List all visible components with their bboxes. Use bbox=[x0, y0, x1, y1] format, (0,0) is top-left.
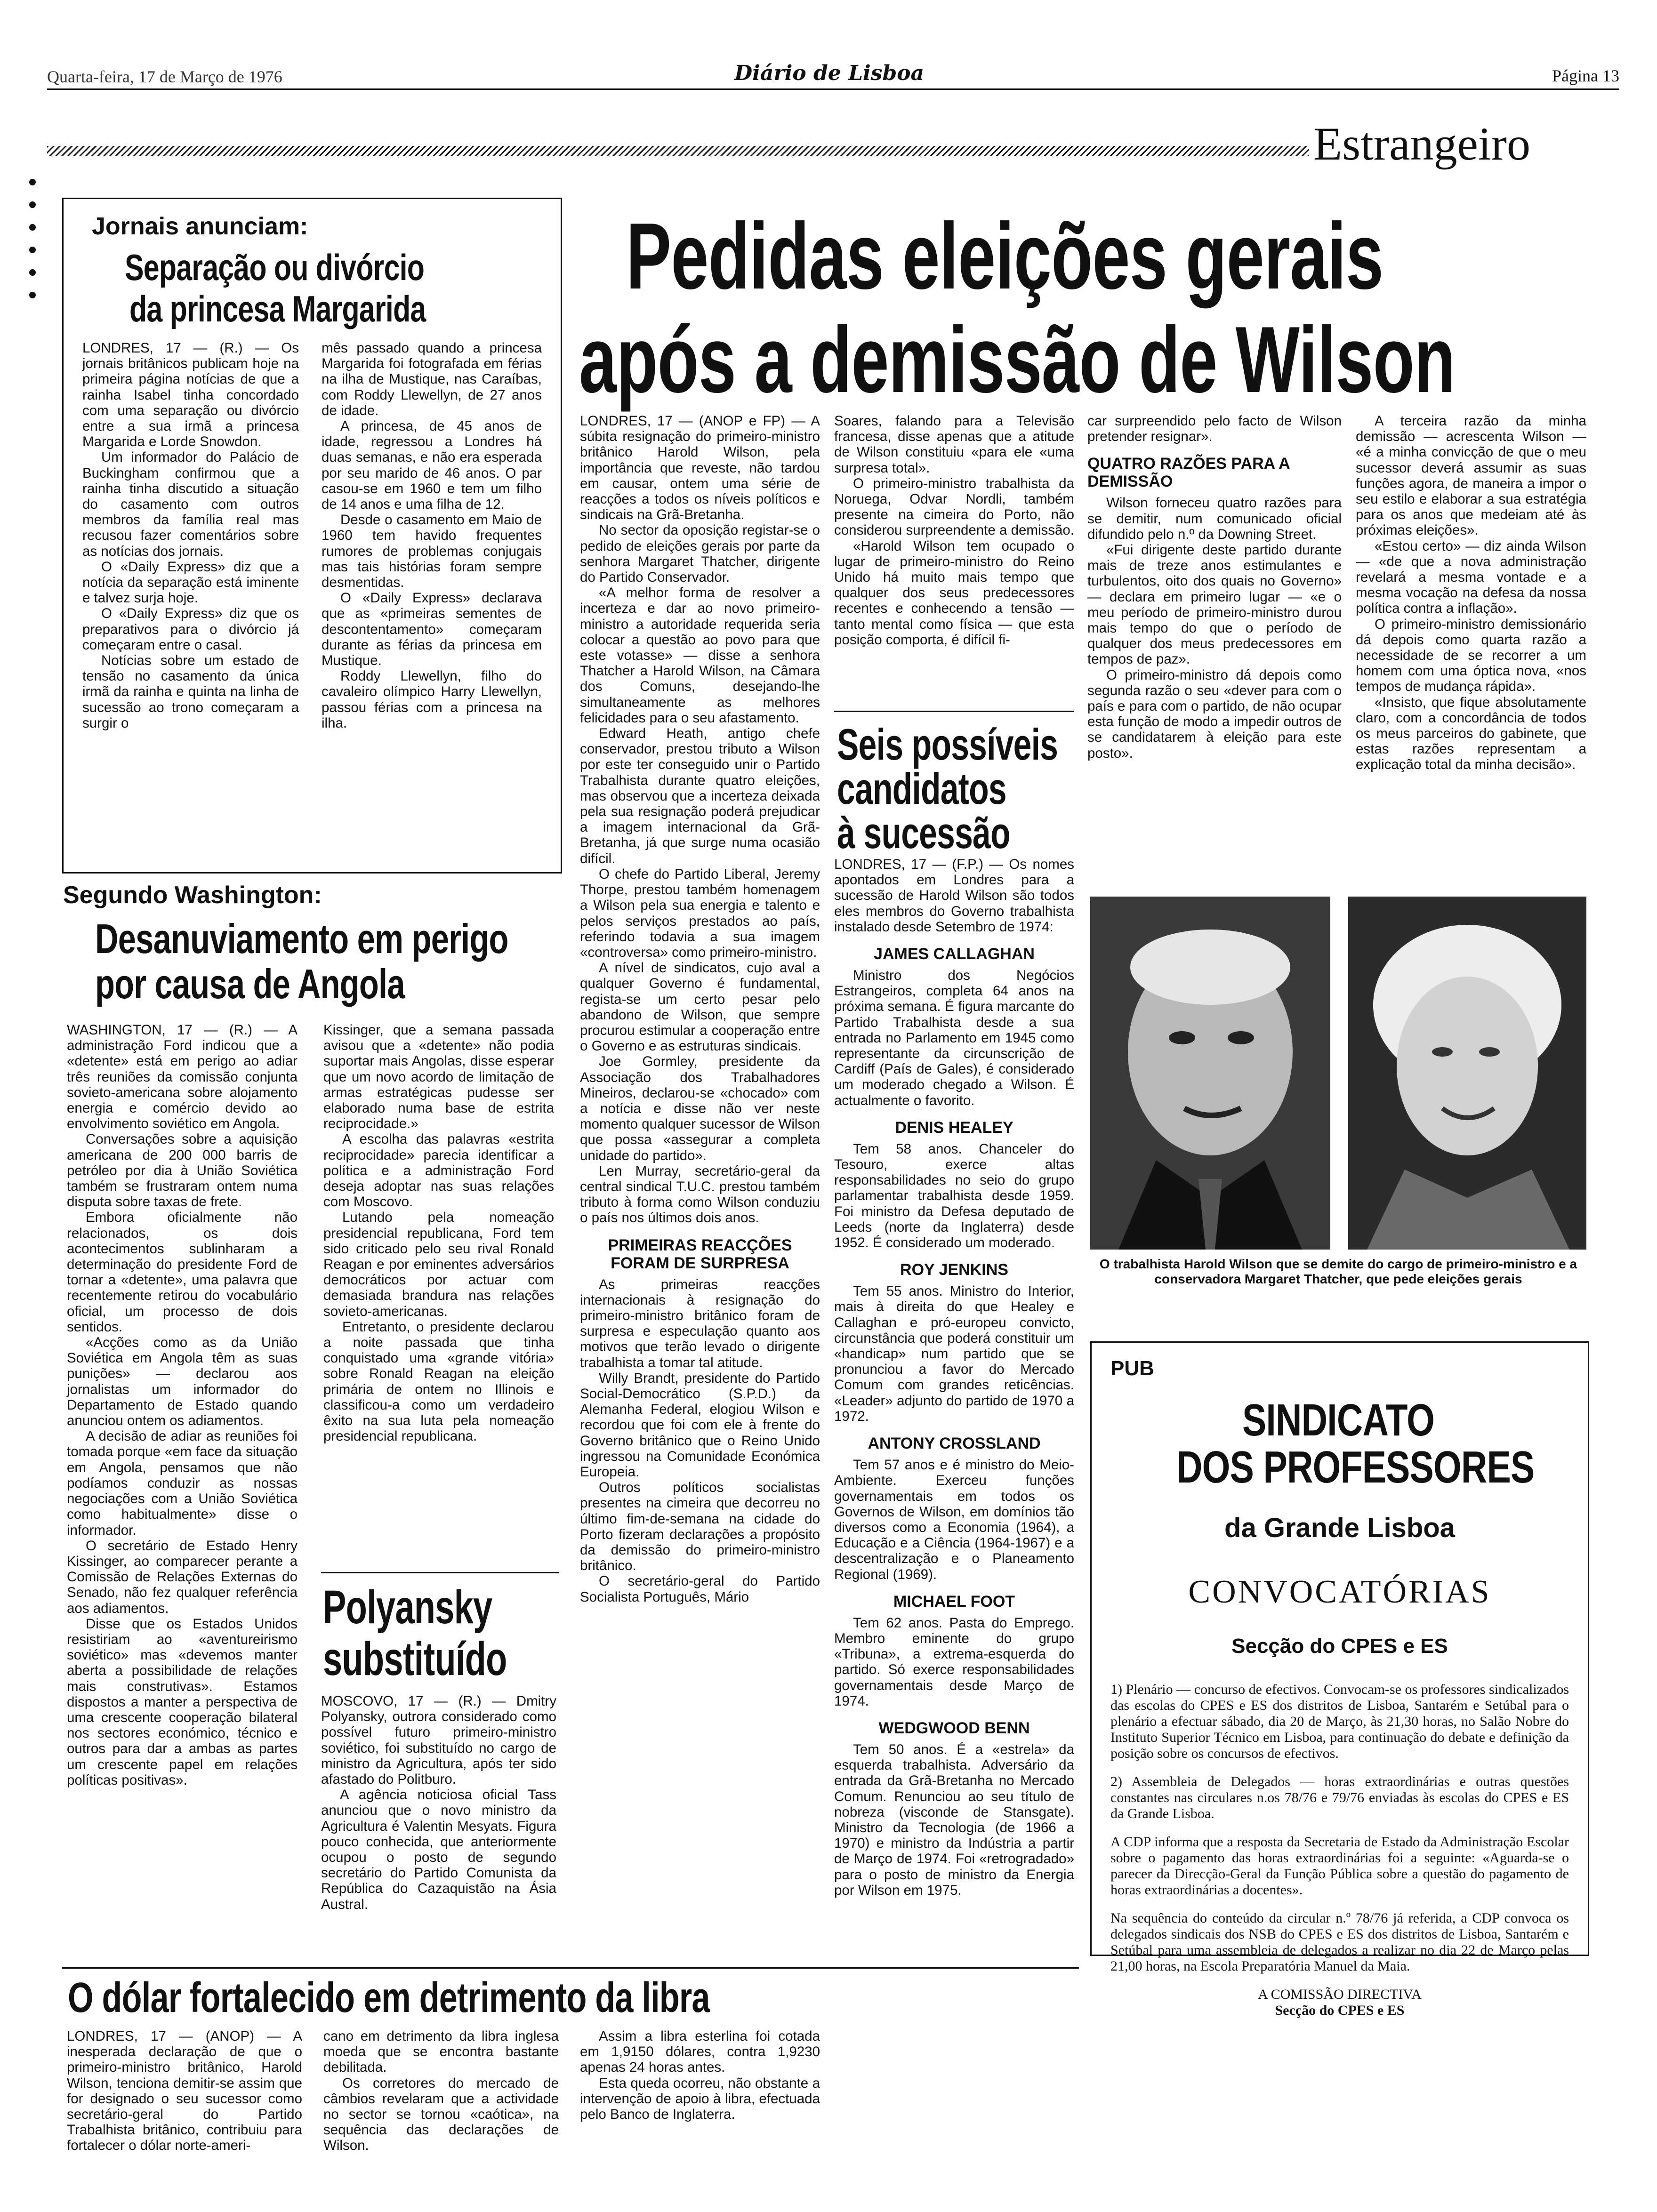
paragraph: A escolha das palavras «estrita reciprocidade» parecia identificar a política e a administração Ford deseja adoptar nas suas relações com Moscovo. bbox=[323, 1131, 554, 1210]
dollar-headline: O dólar fortalecido em detrimento da libra bbox=[68, 1974, 710, 2021]
dollar-column-3 bbox=[580, 2028, 820, 2122]
successors-intro: LONDRES, 17 — (F.P.) — Os nomes apontados em Londres para a sucessão de Harold Wilson são todos eles membros do Governo trabalhista instalado desde Setembro de 1974: bbox=[834, 857, 1074, 935]
candidate-text: Tem 50 anos. É a «estrela» da esquerda trabalhista. Adversário da entrada da Grã-Bretanha no Mercado Comum. Renunciou ao seu título de nobreza (visconde de Stansgate). Ministro da Tecnologia (de 1966 a 1970) e ministro da Indústria a partir de Março de 1974. Foi «retrogradado» para o posto de ministro da Energia por Wilson em 1975. bbox=[834, 1741, 1074, 1898]
polyansky-headline-line-2: substituído bbox=[323, 1633, 507, 1685]
ad-tag: PUB bbox=[1110, 1357, 1154, 1380]
paragraph: O primeiro-ministro demissionário dá depois como quarta razão a necessidade de se recorrer a um homem com uma óptica nova, «nos tempos de mudança rápida». bbox=[1356, 616, 1586, 695]
advertisement-box bbox=[1090, 1341, 1589, 2018]
ad-body bbox=[1110, 1682, 1569, 2019]
candidate-text: Tem 55 anos. Ministro do Interior, mais à direita do que Healey e Callaghan e pró-europeu convicto, circunstância que poderá constituir um «handicap» num partido que se pronunciou a favor do Mercado Comum com grandes reticências. «Leader» adjunto do partido de 1970 a 1972. bbox=[834, 1283, 1074, 1424]
paragraph: WASHINGTON, 17 — (R.) — A administração Ford indicou que a «detente» está em perigo ao adiar três reuniões da comissão conjunta sovieto-americana sobre alojamento energia e comércio devido ao envolvimento soviético em Angola. bbox=[67, 1022, 298, 1132]
paragraph: Soares, falando para a Televisão francesa, disse apenas que a atitude de Wilson constituiu «para ele «uma surpresa total». bbox=[834, 413, 1074, 476]
wilson-headline-line-1: Pedidas eleições gerais bbox=[626, 204, 1384, 309]
paragraph: «A melhor forma de resolver a incerteza e dar ao novo primeiro-ministro a autoridade requerida seria colocar a questão ao povo para que este votasse» — disse a senhora Thatcher a Harold Wilson, na Câmara dos Comuns, desejando-lhe simultaneamente as melhores felicidades para o seu afastamento. bbox=[580, 585, 820, 726]
margarida-kicker: Jornais anunciam: bbox=[92, 213, 308, 240]
paragraph: A decisão de adiar as reuniões foi tomada porque «em face da situação em Angola, pensamos que não podíamos conduzir as nossas negociações com a União Soviética como habitualmente» disse o informador. bbox=[67, 1428, 298, 1538]
paragraph: A princesa, de 45 anos de idade, regressou a Londres há duas semanas, e não era esperada por seu marido de 46 anos. O par casou-se em 1960 e tem um filho de 14 anos e uma filha de 12. bbox=[322, 418, 542, 513]
paragraph: A nível de sindicatos, cujo aval a qualquer Governo é fundamental, regista-se um certo pesar pelo abandono de Wilson, que sempre procurou estimular a cooperação entre o Governo e as estruturas sindicais. bbox=[580, 960, 820, 1054]
paragraph: Um informador do Palácio de Buckingham confirmou que a rainha tinha discutido a situação do casamento com outros membros da família real mas recusou fazer comentários sobre as notícias dos jornais. bbox=[82, 449, 299, 559]
paragraph: No sector da oposição registar-se o pedido de eleições gerais por parte da senhora Margaret Thatcher, dirigente do Partido Conservador. bbox=[580, 522, 820, 585]
paragraph: mês passado quando a princesa Margarida foi fotografada em férias na ilha de Mustique, nas Caraíbas, com Roddy Llewellyn, de 27 anos de idade. bbox=[322, 340, 542, 418]
dot bbox=[29, 224, 36, 231]
photo-harold-wilson bbox=[1090, 897, 1330, 1250]
paragraph: Willy Brandt, presidente do Partido Social-Democrático (S.P.D.) da Alemanha Federal, elogiou Wilson e recordou que foi com ele à frente do Governo britânico que o Reino Unido ingressou na Comunidade Económica Europeia. bbox=[580, 1370, 820, 1480]
paragraph: Len Murray, secretário-geral da central sindical T.U.C. prestou também tributo à forma como Wilson conduziu o país nos últimos dois anos. bbox=[580, 1163, 820, 1226]
candidate-name: MICHAEL FOOT bbox=[893, 1592, 1015, 1611]
wilson-headline-line-2: após a demissão de Wilson bbox=[579, 307, 1456, 412]
paragraph: LONDRES, 17 — (R.) — Os jornais britânicos publicam hoje na primeira página notícias de que a rainha Isabel tinha concordado com uma separação ou divórcio entre a sua irmã a princesa Margarida e Lorde Snowdon. bbox=[82, 340, 299, 450]
dot bbox=[29, 292, 36, 298]
candidate-name: ROY JENKINS bbox=[900, 1261, 1008, 1279]
masthead bbox=[47, 61, 1619, 94]
successors-headline-line-2: candidatos bbox=[837, 764, 1006, 813]
ad-heading: CONVOCATÓRIAS bbox=[1188, 1574, 1491, 1610]
dollar-column-1 bbox=[67, 2028, 302, 2154]
paragraph: A agência noticiosa oficial Tass anunciou que o novo ministro da Agricultura é Valentin Mesyats. Figura pouco conhecida, que anteriormente ocupou o posto de segundo secretário do Partido Comunista da República do Cazaquistão na Ásia Austral. bbox=[321, 1787, 556, 1912]
paragraph: Notícias sobre um estado de tensão no casamento da única irmã da rainha e quinta na linha de sucessão ao trono começaram a surgir o bbox=[82, 653, 299, 731]
ad-section: Secção do CPES e ES bbox=[1231, 1635, 1448, 1658]
paragraph: Kissinger, que a semana passada avisou que a «detente» não podia suportar mais Angolas, disse esperar que um novo acordo de limitação de armas estratégicas pudesse ser elaborado numa base de estrita reciprocidade.» bbox=[323, 1022, 554, 1132]
paragraph: As primeiras reacções internacionais à resignação do primeiro-ministro britânico foram de surpresa e especulação quanto aos motivos que terão levado o dirigente trabalhista a tomar tal atitude. bbox=[580, 1276, 820, 1370]
ad-title-line-1: SINDICATO bbox=[1242, 1395, 1435, 1445]
margarida-column-1 bbox=[82, 340, 299, 731]
paragraph: LONDRES, 17 — (ANOP) — A inesperada declaração de que o primeiro-ministro britânico, Harold Wilson, tenciona demitir-se assim que for designado o seu sucessor como secretário-geral do Partido Trabalhista britânico, contribuiu para fortalecer o dólar norte-ameri- bbox=[67, 2028, 302, 2154]
ad-title-line-2: DOS PROFESSORES bbox=[1176, 1442, 1535, 1492]
masthead-paper-name: Diário de Lisboa bbox=[734, 61, 925, 85]
ad-paragraph: 2) Assembleia de Delegados — horas extraordinárias e outras questões constantes nas circulares n.os 78/76 e 79/76 enviadas às escolas do CPES e ES da Grande Lisboa. bbox=[1110, 1774, 1569, 1821]
ad-paragraph: Na sequência do conteúdo da circular n.º 78/76 já referida, a CDP convoca os delegados sindicais dos NSB do CPES e ES dos distritos de Lisboa, Santarém e Setúbal para uma assembleia de delegados a realizar no dia 22 de Março pelas 21,00 horas, na Escola Preparatória Manuel da Maia. bbox=[1110, 1910, 1569, 1974]
paragraph: «Harold Wilson tem ocupado o lugar de primeiro-ministro do Reino Unido há muito mais tempo que qualquer dos seus predecessores recentes e conhecendo a tensão — tanto mental como física — que esta posição comporta, é difícil fi- bbox=[834, 538, 1074, 648]
polyansky-headline-line-1: Polyansky bbox=[323, 1581, 492, 1634]
masthead-rule bbox=[47, 88, 1619, 90]
wilson-column-2 bbox=[834, 413, 1074, 648]
paragraph: Assim a libra esterlina foi cotada em 1,9150 dólares, contra 1,9230 apenas 24 horas antes. bbox=[580, 2028, 820, 2076]
candidate-text: Tem 62 anos. Pasta do Emprego. Membro eminente do grupo «Tribuna», a extrema-esquerda do partido. Só exerce responsabilidades governamentais desde Março de 1974. bbox=[834, 1615, 1074, 1709]
paragraph: car surpreendido pelo facto de Wilson pretender resignar». bbox=[1087, 413, 1342, 445]
paragraph: «Fui dirigente deste partido durante mais de treze anos estimulantes e turbulentos, oito dos quais no Governo» — declara em primeiro lugar — «e o meu período de primeiro-ministro durou mais tempo do que o período de qualquer dos meus predecessores em tempos de paz». bbox=[1087, 542, 1342, 667]
ad-paragraph: A CDP informa que a resposta da Secretaria de Estado da Administração Escolar sobre o pagamento das horas extraordinárias foi a seguinte: «Aguarda-se o parecer da Direcção-Geral da Função Pública sobre a questão do pagamento de horas extraordinárias a docentes». bbox=[1110, 1834, 1569, 1898]
subhead-primeiras-reaccoes: PRIMEIRAS REACÇÕES FORAM DE SURPRESA bbox=[608, 1236, 792, 1272]
article-margarida-box bbox=[62, 198, 562, 874]
paragraph: O chefe do Partido Liberal, Jeremy Thorpe, prestou também homenagem a Wilson pela sua energia e talento e pelos serviços prestados ao país, referindo todavia a sua imagem «controversa» como primeiro-ministro. bbox=[580, 866, 820, 960]
paragraph: Conversações sobre a aquisição americana de 200 000 barris de petróleo por dia à União Soviética também se frustraram ontem numa disputa sobre taxas de frete. bbox=[67, 1131, 298, 1210]
photo-caption: O trabalhista Harold Wilson que se demite do cargo de primeiro-ministro e a conservadora Margaret Thatcher, que pede eleições gerais bbox=[1099, 1257, 1577, 1286]
paragraph: Desde o casamento em Maio de 1960 tem havido frequentes rumores de problemas conjugais mas tais histórias foram sempre desmentidas. bbox=[322, 512, 542, 591]
paragraph: Esta queda ocorreu, não obstante a intervenção de apoio à libra, efectuada pelo Banco de Inglaterra. bbox=[580, 2075, 820, 2123]
article-polyansky bbox=[321, 1572, 559, 1958]
margarida-headline-line-1: Separação ou divórcio bbox=[125, 247, 425, 288]
successors-body bbox=[834, 857, 1074, 1898]
ad-signature-line-1: A COMISSÃO DIRECTIVA bbox=[1258, 1987, 1422, 2002]
angola-headline-line-2: por causa de Angola bbox=[95, 961, 405, 1007]
paragraph: O «Daily Express» diz que os preparativos para o divórcio já começaram entre o casal. bbox=[82, 606, 299, 653]
candidate-text: Tem 58 anos. Chanceler do Tesouro, exerce altas responsabilidades no seio do grupo parlamentar trabalhista desde 1959. Foi ministro da Defesa deputado de Leeds (norte da Inglaterra) desde 1952. É considerado um moderado. bbox=[834, 1141, 1074, 1251]
article-successors bbox=[834, 711, 1074, 1953]
paragraph: «Acções como as da União Soviética em Angola têm as suas punições» — declarou aos jornalistas um informador do Departamento de Estado quando anunciou ontem os adiamentos. bbox=[67, 1335, 298, 1429]
candidate-name: WEDGWOOD BENN bbox=[878, 1719, 1030, 1737]
wilson-column-1 bbox=[580, 413, 820, 1605]
subhead-quatro-razoes: QUATRO RAZÕES PARA A DEMISSÃO bbox=[1087, 455, 1290, 491]
dot bbox=[29, 269, 36, 276]
angola-column-2 bbox=[323, 1022, 554, 1444]
margarida-column-2 bbox=[322, 340, 542, 731]
page-number: Página 13 bbox=[1552, 66, 1619, 85]
paragraph: O secretário de Estado Henry Kissinger, ao comparecer perante a Comissão de Relações Externas do Senado, não fez qualquer referência aos adiamentos. bbox=[67, 1538, 298, 1616]
candidate-name: JAMES CALLAGHAN bbox=[874, 945, 1035, 963]
angola-kicker: Segundo Washington: bbox=[63, 882, 322, 909]
paragraph: A terceira razão da minha demissão — acrescenta Wilson — «é a minha convicção de que o meu sucessor deverá assumir as suas funções agora, de maneira a impor o seu estilo e elaborar a sua estratégia para os anos que medeiam até às próximas eleições». bbox=[1356, 413, 1586, 538]
paragraph: O primeiro-ministro dá depois como segunda razão o seu «dever para com o país e para com o partido, de não ocupar esta função de modo a impedir outros de se candidatarem à eleição para este posto». bbox=[1087, 667, 1342, 761]
paragraph: Outros políticos socialistas presentes na cimeira que decorreu no último fim-de-semana na cidade do Porto fizeram declarações a propósito da demissão do primeiro-ministro britânico. bbox=[580, 1480, 820, 1574]
dot bbox=[29, 247, 36, 253]
article-dollar bbox=[62, 1967, 1079, 2193]
paragraph: Embora oficialmente não relacionados, os dois acontecimentos sublinharam a determinação do presidente Ford de tornar a «detente», uma palavra que recentemente retirou do vocabulário oficial, um processo de dois sentidos. bbox=[67, 1210, 298, 1335]
paragraph: Disse que os Estados Unidos resistiriam ao «aventureirismo soviético» mas «devemos manter aberta a possibilidade de relações mais construtivas». Estamos dispostos a manter a perspectiva de uma crescente cooperação bilateral nos sectores económico, técnico e outros para dar a ambas as partes um crescente papel em relações políticas positivas». bbox=[67, 1616, 298, 1788]
ad-subtitle: da Grande Lisboa bbox=[1224, 1513, 1455, 1543]
candidate-text: Ministro dos Negócios Estrangeiros, completa 64 anos na próxima semana. É figura marcante do Partido Trabalhista desde a sua entrada no Parlamento em 1945 como representante da circunscrição de Cardiff (País de Gales), é considerado um moderado chegado a Wilson. É actualmente o favorito. bbox=[834, 968, 1074, 1108]
wilson-column-4 bbox=[1356, 413, 1586, 773]
paragraph: «Estou certo» — diz ainda Wilson — «de que a nova administração revelará a mesma vontade e a mesma vocação na defesa da nossa política contra a inflação». bbox=[1356, 538, 1586, 617]
paragraph: O secretário-geral do Partido Socialista Português, Mário bbox=[580, 1573, 820, 1605]
masthead-date: Quarta-feira, 17 de Março de 1976 bbox=[47, 67, 282, 86]
successors-rule bbox=[834, 711, 1074, 712]
section-label: Estrangeiro bbox=[1313, 118, 1530, 170]
paragraph: Os corretores do mercado de câmbios revelaram que a actividade no sector se tornou «caótica», na sequência das declarações de Wilson. bbox=[323, 2075, 559, 2154]
paragraph: Entretanto, o presidente declarou a noite passada que tinha conquistado uma «grande vitória» sobre Ronald Reagan na eleição primária de ontem no Illinois e classificou-a como um verdadeiro êxito na sua luta pela nomeação presidencial republicana. bbox=[323, 1319, 554, 1444]
successors-headline-line-1: Seis possíveis bbox=[837, 720, 1058, 769]
margin-dots bbox=[29, 179, 36, 314]
candidate-name: DENIS HEALEY bbox=[895, 1118, 1014, 1137]
dollar-rule bbox=[62, 1967, 1079, 1969]
paragraph: O «Daily Express» diz que a notícia da separação está iminente e talvez surja hoje. bbox=[82, 559, 299, 606]
successors-headline-line-3: à sucessão bbox=[837, 808, 1010, 858]
paragraph: LONDRES, 17 — (ANOP e FP) — A súbita resignação do primeiro-ministro britânico Harold Wilson, pela importância que reveste, não tardou em causar, ontem uma série de reacções a todos os níveis políticos e sindicais na Grã-Bretanha. bbox=[580, 413, 820, 523]
polyansky-body bbox=[321, 1693, 556, 1912]
paragraph: Joe Gormley, presidente da Associação dos Trabalhadores Mineiros, declarou-se «chocado» com a notícia e disse não ver neste momento qualquer sucessor de Wilson que possa «assegurar a completa unidade do partido». bbox=[580, 1054, 820, 1163]
dot bbox=[29, 179, 36, 185]
paragraph: Roddy Llewellyn, filho do cavaleiro olímpico Harry Llewellyn, passou férias com a princesa na ilha. bbox=[322, 668, 542, 731]
paragraph: Lutando pela nomeação presidencial republicana, Ford tem sido criticado pelo seu rival Ronald Reagan e por eminentes adversários democráticos por actuar com demasiada brandura nas relações sovieto-americanas. bbox=[323, 1210, 554, 1319]
angola-headline-line-1: Desanuviamento em perigo bbox=[95, 915, 508, 962]
wilson-column-3 bbox=[1087, 413, 1342, 761]
dollar-column-2 bbox=[323, 2028, 559, 2154]
paragraph: O primeiro-ministro trabalhista da Noruega, Odvar Nordli, também presente na cimeira do Porto, não considerou surpreendente a demissão. bbox=[834, 475, 1075, 538]
paragraph: «Insisto, que fique absolutamente claro, com a concordância de todos os meus parceiros do gabinete, que estas razões representam a explicação total da minha decisão». bbox=[1356, 694, 1586, 773]
dot bbox=[29, 201, 36, 208]
margarida-headline-line-2: da princesa Margarida bbox=[129, 288, 426, 329]
candidate-name: ANTONY CROSSLAND bbox=[868, 1435, 1041, 1453]
portrait-wilson-graphic bbox=[1090, 897, 1330, 1250]
polyansky-rule bbox=[321, 1572, 559, 1573]
paragraph: Wilson forneceu quatro razões para se demitir, num comunicado oficial difundido pelo n.º da Downing Street. bbox=[1087, 495, 1342, 542]
paragraph: O «Daily Express» declarava que as «primeiras sementes de descontentamento» começaram durante as férias da princesa em Mustique. bbox=[322, 590, 542, 669]
paragraph: Edward Heath, antigo chefe conservador, prestou tributo a Wilson por este ter conseguido unir o Partido Trabalhista durante quatro eleições, mas observou que a incerteza deixada pela sua resignação poderá prejudicar a imagem internacional da Grã-Bretanha, já que surge numa ocasião difícil. bbox=[580, 726, 820, 866]
ad-paragraph: 1) Plenário — concurso de efectivos. Convocam-se os professores sindicalizados das escolas do CPES e ES dos distritos de Lisboa, Santarém e Setúbal para o plenário a efectuar sábado, dia 20 de Março, às 21,30 horas, no Salão Nobre do Instituto Superior Técnico em Lisboa, para continuação do debate e definição da posição sobre os concursos de efectivos. bbox=[1110, 1682, 1569, 1761]
angola-column-1 bbox=[67, 1022, 298, 1788]
paragraph: cano em detrimento da libra inglesa moeda que se encontra bastante debilitada. bbox=[323, 2028, 559, 2076]
section-hatch-rule bbox=[47, 146, 1309, 156]
ad-signature-line-2: Secção do CPES e ES bbox=[1275, 2003, 1405, 2018]
photo-margaret-thatcher bbox=[1348, 897, 1586, 1250]
candidate-text: Tem 57 anos e é ministro do Meio-Ambiente. Exerceu funções governamentais em todos os Governos de Wilson, em domínios tão diversos como a Economia (1964), a Educação e a Ciência (1964-1967) e a descentralização e o Planeamento Regional (1969). bbox=[834, 1457, 1074, 1582]
paragraph: MOSCOVO, 17 — (R.) — Dmitry Polyansky, outrora considerado como possível futuro primeiro-ministro soviético, foi substituído no cargo de ministro da Agricultura, após ter sido afastado do Politburo. bbox=[321, 1693, 556, 1787]
portrait-thatcher-graphic bbox=[1348, 897, 1586, 1250]
